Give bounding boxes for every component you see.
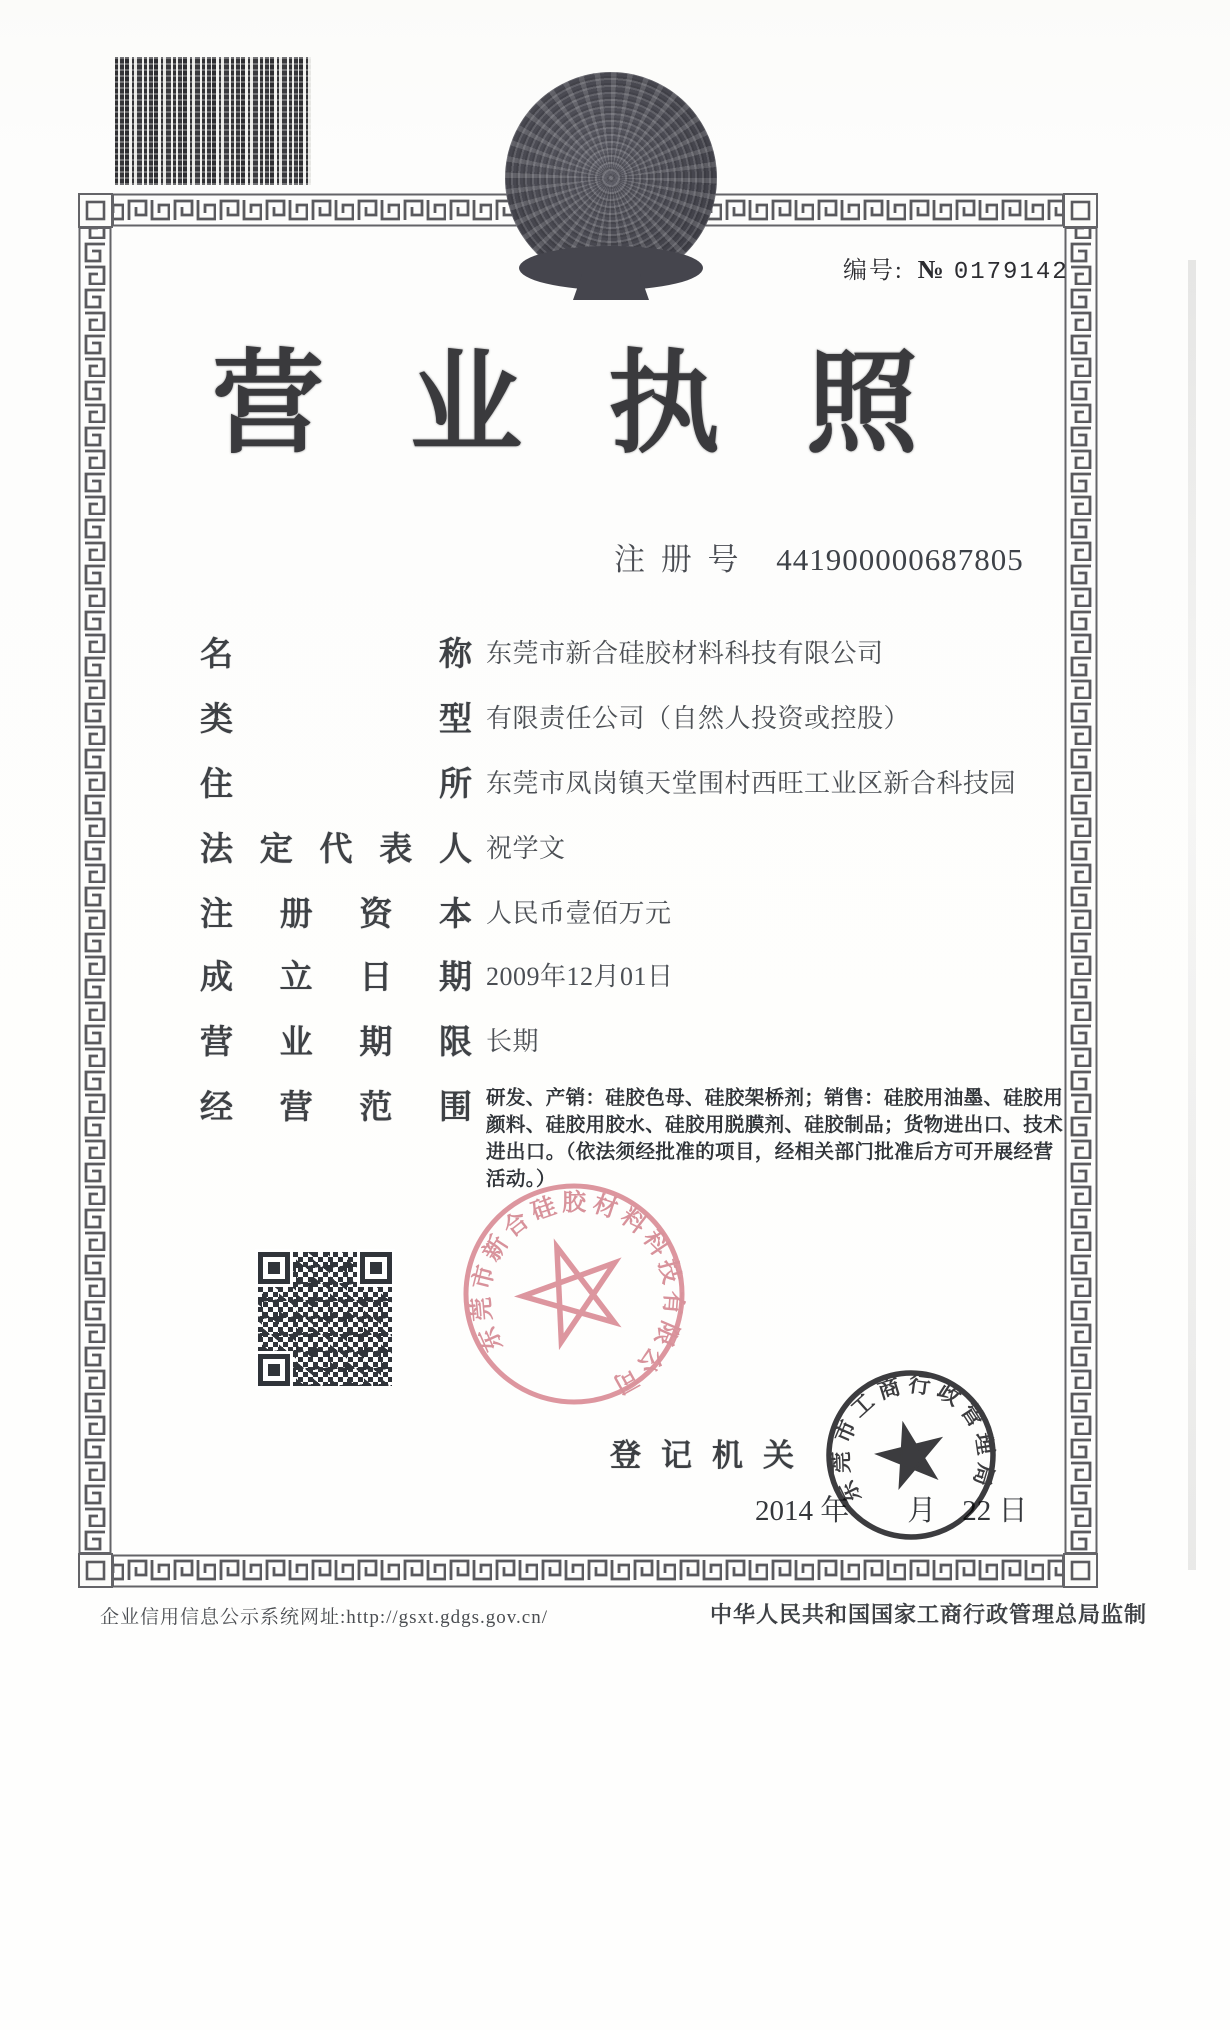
field-row-established (200, 951, 674, 998)
issue-year: 2014 年 (755, 1495, 850, 1527)
field-value: 长期 (486, 1027, 540, 1056)
field-value: 东莞市新合硅胶材料科技有限公司 (486, 639, 884, 668)
footer-public-system-url: 企业信用信息公示系统网址:http://gsxt.gdgs.gov.cn/ (100, 1607, 548, 1628)
field-label: 成立日期 (200, 960, 472, 996)
field-label: 住所 (200, 767, 472, 803)
field-label: 类型 (200, 702, 472, 738)
serial-label: 编号: (843, 258, 904, 284)
qr-finder-icon (258, 1252, 290, 1284)
company-seal-image (452, 1172, 696, 1416)
registrar-seal-image (821, 1365, 1001, 1545)
field-row-name (200, 628, 884, 675)
field-value: 人民币壹佰万元 (486, 899, 672, 928)
field-label: 法定代表人 (200, 832, 472, 868)
qr-finder-icon (360, 1252, 392, 1284)
company-seal-text: 东莞市新合硅胶材料科技有限公司 (468, 1190, 687, 1400)
field-label: 营业期限 (200, 1025, 472, 1061)
serial-number (843, 250, 1069, 286)
field-row-legal-rep (200, 823, 566, 870)
serial-digits: 0179142 (953, 259, 1069, 286)
scan-artifact (1188, 260, 1196, 1570)
field-row-address (200, 758, 1016, 805)
field-label: 名称 (200, 637, 472, 673)
license-title: 营业执照 (212, 343, 1004, 467)
registration-number-label: 注 册 号 (614, 542, 743, 577)
qr-code-image (258, 1252, 392, 1386)
qr-finder-icon (258, 1354, 290, 1386)
field-row-capital (200, 888, 672, 935)
registrar-label: 登记机关 (610, 1438, 814, 1473)
scope-line: 进出口。（依法须经批准的项目，经相关部门批准后方可开展经营 (486, 1142, 1054, 1163)
scope-line: 研发、产销：硅胶色母、硅胶架桥剂；销售：硅胶用油墨、硅胶用 (486, 1088, 1064, 1109)
registration-number-value: 441900000687805 (776, 542, 1024, 577)
field-value: 东莞市凤岗镇天堂围村西旺工业区新合科技园 (486, 769, 1017, 798)
field-value: 有限责任公司（自然人投资或控股） (486, 704, 911, 733)
field-row-type (200, 693, 910, 740)
field-row-term (200, 1016, 539, 1063)
serial-numero-sign: № (917, 255, 946, 284)
scope-line: 颜料、硅胶用胶水、硅胶用脱膜剂、硅胶制品；货物进出口、技术 (486, 1115, 1064, 1136)
svg-text:东莞市新合硅胶材料科技有限公司 (453, 1173, 696, 1416)
issue-month: 月 (907, 1495, 937, 1527)
scope-line: 活动。） (486, 1169, 556, 1190)
registration-number-row (614, 534, 1024, 579)
field-label: 经营范围 (200, 1090, 472, 1126)
issue-day: 22 日 (962, 1495, 1028, 1527)
field-value: 祝学文 (486, 834, 566, 863)
registrar-seal-text: 东莞市工商行政管理局 (828, 1371, 1000, 1508)
footer-issuing-authority: 中华人民共和国国家工商行政管理总局监制 (710, 1602, 1148, 1627)
field-label: 注册资本 (200, 897, 472, 933)
national-emblem-image (505, 72, 717, 284)
field-value: 2009年12月01日 (486, 962, 674, 991)
barcode-image (115, 57, 311, 185)
